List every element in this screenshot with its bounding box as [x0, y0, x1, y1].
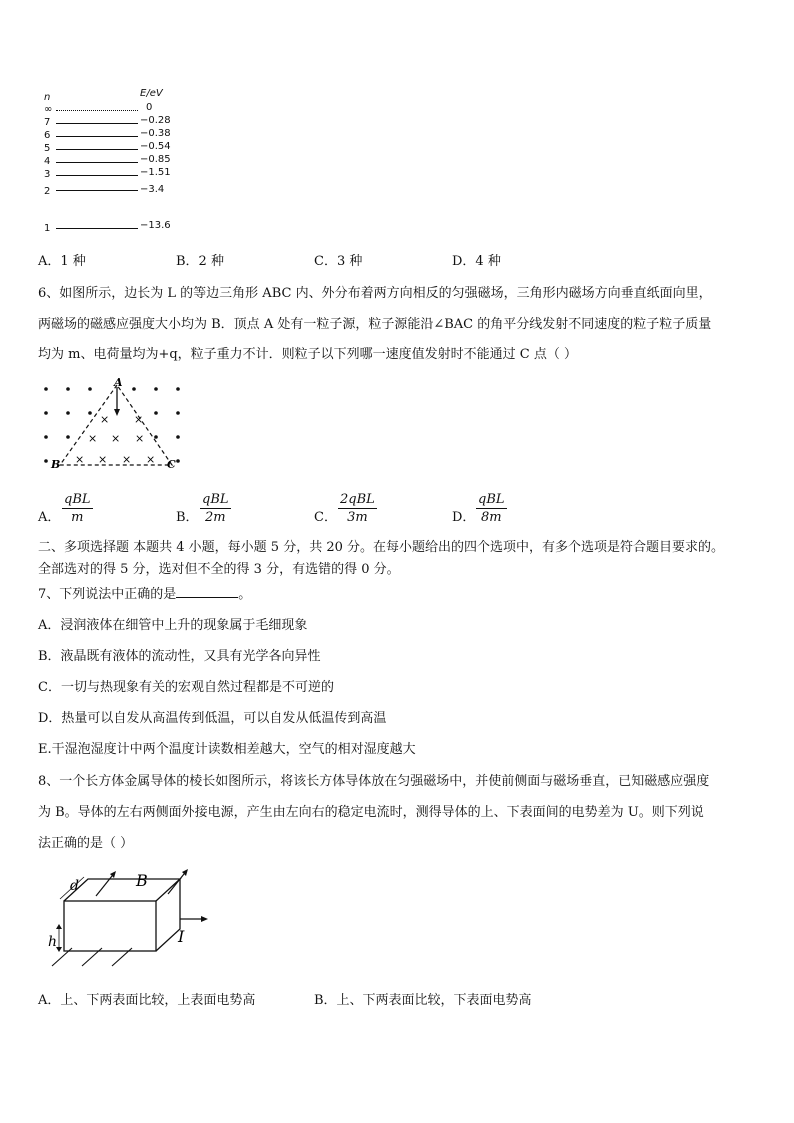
q5-option-d[interactable]: D．4 种	[452, 254, 501, 269]
field-dot	[66, 411, 70, 415]
level-energy: −1.51	[140, 167, 171, 178]
n-axis-label: n	[44, 92, 51, 103]
field-dot	[154, 411, 158, 415]
field-dot	[44, 411, 48, 415]
field-dot	[66, 435, 70, 439]
field-cross: ×	[146, 453, 156, 466]
field-cross: ×	[111, 432, 121, 445]
level-n: 5	[44, 143, 51, 154]
q8-option-b[interactable]: B．上、下两表面比较，下表面电势高	[314, 993, 532, 1008]
level-n: 2	[44, 186, 51, 197]
level-energy: −0.38	[140, 128, 171, 139]
level-n: 1	[44, 223, 51, 234]
field-dot	[176, 387, 180, 391]
arrow-head	[114, 409, 120, 416]
q7-option-e[interactable]: E.干湿泡湿度计中两个温度计读数相差越大，空气的相对湿度越大	[38, 742, 416, 757]
field-cross: ×	[75, 453, 85, 466]
level-line	[56, 136, 138, 137]
denominator: 3m	[347, 510, 368, 525]
vertex-c-label: C	[167, 458, 176, 471]
q7-option-d[interactable]: D．热量可以自发从高温传到低温，可以自发从低温传到高温	[38, 711, 387, 726]
level-line	[56, 190, 138, 191]
q8-line-2: 为 B。导体的左右两侧面外接电源，产生由左向右的稳定电流时，测得导体的上、下表面间的电势差为 U。则下列说	[38, 805, 704, 820]
arrow-head	[201, 916, 208, 922]
field-dot	[66, 387, 70, 391]
level-line	[56, 149, 138, 150]
q8-line-3: 法正确的是（ ）	[38, 836, 134, 851]
section-2-line-1: 二、多项选择题 本题共 4 小题，每小题 5 分，共 20 分。在每小题给出的四个选项中，有多个选项是符合题目要求的。	[38, 540, 725, 555]
q7-option-b[interactable]: B．液晶既有液体的流动性，又具有光学各向异性	[38, 649, 321, 664]
q5-option-b[interactable]: B．2 种	[176, 254, 224, 269]
field-dot	[154, 435, 158, 439]
answer-blank[interactable]	[176, 586, 238, 598]
numerator: qBL	[478, 492, 505, 507]
q6-line-3: 均为 m、电荷量均为+q，粒子重力不计．则粒子以下列哪一速度值发射时不能通过 C 点（ ）	[38, 347, 578, 362]
vertex-a-label: A	[114, 376, 123, 389]
field-dot	[44, 387, 48, 391]
field-dot	[44, 435, 48, 439]
q7-stem-end: 。	[238, 587, 252, 602]
energy-axis-label: E/eV	[140, 88, 163, 99]
field-in-crosses	[75, 413, 155, 466]
level-line	[56, 162, 138, 163]
field-cross: ×	[122, 453, 132, 466]
level-energy: 0	[146, 102, 153, 113]
field-dot	[88, 411, 92, 415]
b-field-arrow	[168, 874, 184, 894]
front-face	[64, 901, 156, 951]
denominator: 8m	[480, 510, 502, 525]
q7-option-a[interactable]: A．浸润液体在细管中上升的现象属于毛细现象	[38, 618, 308, 633]
field-cross: ×	[135, 432, 145, 445]
b-field-line	[52, 948, 72, 966]
field-dot	[88, 387, 92, 391]
field-dot	[132, 387, 136, 391]
q6-option-b-fraction	[200, 491, 231, 527]
denominator: m	[71, 510, 84, 525]
q5-option-c[interactable]: C．3 种	[314, 254, 363, 269]
level-line	[56, 228, 138, 229]
field-cross: ×	[134, 413, 144, 426]
level-line	[56, 123, 138, 124]
field-cross: ×	[98, 453, 108, 466]
level-energy: −0.28	[140, 115, 171, 126]
q6-option-b-letter[interactable]: B．	[176, 510, 199, 525]
level-n: 3	[44, 169, 51, 180]
field-dot	[44, 459, 48, 463]
vertex-b-label: B	[51, 458, 61, 471]
level-energy: −3.4	[140, 184, 165, 195]
level-energy: −0.54	[140, 141, 171, 152]
field-dot	[154, 387, 158, 391]
q6-line-1: 6、如图所示，边长为 L 的等边三角形 ABC 内、外分布着两方向相反的匀强磁场，三角形内磁场方向垂直纸面向里，	[38, 286, 712, 301]
numerator: qBL	[64, 492, 91, 507]
level-n: ∞	[44, 104, 53, 115]
q6-option-c-fraction	[338, 491, 377, 527]
field-dot	[176, 435, 180, 439]
q6-option-a-letter[interactable]: A．	[38, 510, 61, 525]
field-cross: ×	[100, 413, 110, 426]
level-line	[56, 110, 138, 111]
q6-option-a-fraction	[62, 491, 93, 527]
field-dot	[176, 411, 180, 415]
field-cross: ×	[88, 432, 98, 445]
q7-stem	[38, 583, 251, 602]
arrow-head	[56, 924, 62, 929]
denominator: 2m	[204, 510, 226, 525]
q6-option-d-letter[interactable]: D．	[452, 510, 476, 525]
q8-line-1: 8、一个长方体金属导体的棱长如图所示，将该长方体导体放在匀强磁场中，并使前侧面与磁场垂直，已知磁感应强度	[38, 774, 710, 789]
field-out-dots	[44, 387, 180, 463]
q5-option-a[interactable]: A．1 种	[38, 254, 86, 269]
i-label: I	[178, 927, 185, 946]
section-2-line-2: 全部选对的得 5 分，选对但不全的得 3 分，有选错的得 0 分。	[38, 562, 400, 577]
q6-triangle-figure	[38, 375, 198, 480]
b-label: B	[136, 871, 148, 890]
top-face	[64, 879, 180, 901]
level-n: 6	[44, 130, 51, 141]
q6-option-c-letter[interactable]: C．	[314, 510, 337, 525]
level-energy: −0.85	[140, 154, 171, 165]
q7-option-c[interactable]: C．一切与热现象有关的宏观自然过程都是不可逆的	[38, 680, 334, 695]
q6-option-d-fraction	[476, 491, 507, 527]
q8-conductor-figure	[38, 866, 213, 976]
level-n: 4	[44, 156, 51, 167]
level-line	[56, 175, 138, 176]
numerator: qBL	[202, 492, 229, 507]
field-dot	[176, 459, 180, 463]
d-label: d	[70, 878, 79, 894]
q6-line-2: 两磁场的磁感应强度大小均为 B．顶点 A 处有一粒子源，粒子源能沿∠BAC 的角平分线发射不同速度的粒子粒子质量	[38, 317, 712, 332]
numerator: 2qBL	[340, 492, 375, 507]
level-n: 7	[44, 117, 51, 128]
q7-stem-text: 7、下列说法中正确的是	[38, 587, 177, 602]
level-energy: −13.6	[140, 220, 171, 231]
q8-option-a[interactable]: A．上、下两表面比较，上表面电势高	[38, 993, 256, 1008]
h-label: h	[48, 934, 58, 950]
